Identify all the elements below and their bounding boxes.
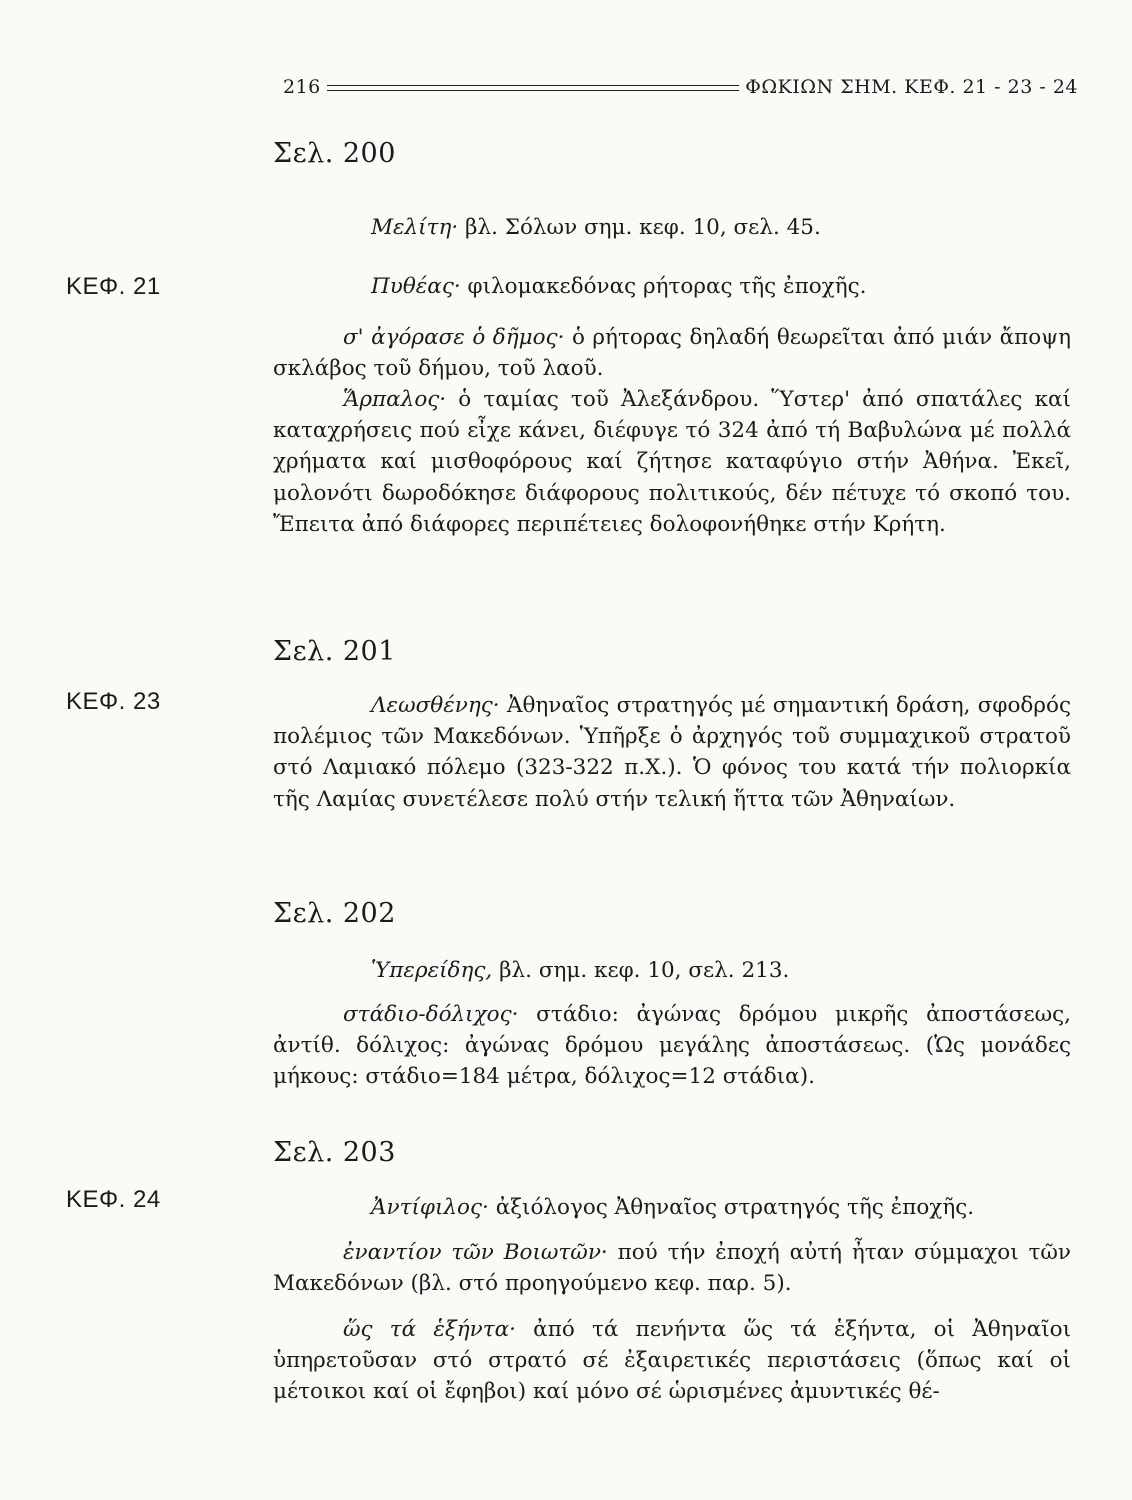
note-entry [273,384,1071,540]
section-heading-sel-202: Σελ. 202 [273,898,396,929]
note-term: Πυθέας· [371,274,461,299]
note-term: Μελίτη· [371,215,459,240]
section-heading-sel-201: Σελ. 201 [273,636,396,667]
header-rule [327,85,740,91]
section-heading-sel-200: Σελ. 200 [273,138,396,169]
note-text: ὁ ρήτορας δηλαδή θεωρεῖται ἀπό μιάν ἄποψη σκλάβος τοῦ δήμου, τοῦ λαοῦ. [273,325,1071,382]
margin-label-kef-21: ΚΕΦ. 21 [66,273,161,300]
note-entry [273,212,1071,243]
note-text: ἀπό τά πενήντα ὥς τά ἑξήντα, οἱ Ἀθηναῖοι ὑπηρετοῦσαν στό στρατό σέ ἐξαιρετικές περιστάσεις (ὅπως καί οἱ μέτοικοι καί οἱ ἔφηβοι) καί μόνο σέ ὡρισμένες ἀμυντικές θέ- [273,1317,1072,1405]
page-number: 216 [283,76,321,98]
note-entry [273,955,1071,986]
note-text: πού τήν ἐποχή αὐτή ἦταν σύμμαχοι τῶν Μακεδόνων (βλ. στό προηγούμενο κεφ. παρ. 5). [273,1240,1071,1297]
note-term: στάδιο-δόλιχος· [343,1002,519,1027]
note-entry [273,999,1071,1093]
note-term: Λεωσθένης· [371,693,500,718]
note-text: ὁ ταμίας τοῦ Ἀλεξάνδρου. Ὕστερ' ἀπό σπατάλες καί καταχρήσεις πού εἶχε κάνει, διέφυγε τό 324 ἀπό τή Βαβυλώνα μέ πολλά χρήματα καί μισθοφόρους καί ζήτησε καταφύγιο στήν Ἀθήνα. Ἐκεῖ, μολονότι δωροδόκησε διάφορους πολιτικούς, δέν πέτυχε τό σκοπό του. Ἔπειτα ἀπό διάφορες περιπέτειες δολοφονήθηκε στήν Κρήτη. [273,387,1071,537]
note-term: Ἅρπαλος· [343,387,447,412]
note-term: ὥς τά ἑξήντα· [343,1317,516,1342]
running-header [283,72,1078,102]
section-heading-sel-203: Σελ. 203 [273,1137,396,1168]
margin-label-kef-23: ΚΕΦ. 23 [66,688,161,715]
note-entry [273,1237,1071,1299]
note-entry [273,1192,1071,1223]
note-text: ἀξιόλογος Ἀθηναῖος στρατηγός τῆς ἐποχῆς. [488,1195,975,1220]
note-entry [273,690,1071,815]
note-entry [273,322,1071,384]
note-text: Ἀθηναῖος στρατηγός μέ σημαντική δράση, σφοδρός πολέμιος τῶν Μακεδόνων. Ὑπῆρξε ὁ ἀρχηγός τοῦ συμμαχικοῦ στρατοῦ στό Λαμιακό πόλεμο (323-322 π.Χ.). Ὁ φόνος του κατά τήν πολιορκία τῆς Λαμίας συνετέλεσε πολύ στήν τελική ἥττα τῶν Ἀθηναίων. [273,693,1071,812]
margin-label-kef-24: ΚΕΦ. 24 [66,1186,161,1213]
note-term: Ἀντίφιλος· [371,1195,489,1220]
note-text: βλ. Σόλων σημ. κεφ. 10, σελ. 45. [458,215,821,240]
note-text: φιλομακεδόνας ρήτορας τῆς ἐποχῆς. [460,274,867,299]
note-term: ἐναντίον τῶν Βοιωτῶν· [343,1240,608,1265]
note-entry [273,1314,1071,1408]
running-title: ΦΩΚΙΩΝ ΣΗΜ. ΚΕΦ. 21 - 23 - 24 [745,76,1078,98]
note-entry [273,271,1071,302]
note-term: Ὑπερείδης, [371,958,493,983]
note-text: στάδιο: ἀγώνας δρόμου μικρῆς ἀποστάσεως, ἀντίθ. δόλιχος: ἀγώνας δρόμου μεγάλης ἀποστάσεως. (Ὡς μονάδες μήκους: στάδιο=184 μέτρα, δόλιχος=12 στάδια). [273,1002,1071,1090]
note-text: βλ. σημ. κεφ. 10, σελ. 213. [492,958,790,983]
note-term: σ' ἀγόρασε ὁ δῆμος· [343,325,565,350]
